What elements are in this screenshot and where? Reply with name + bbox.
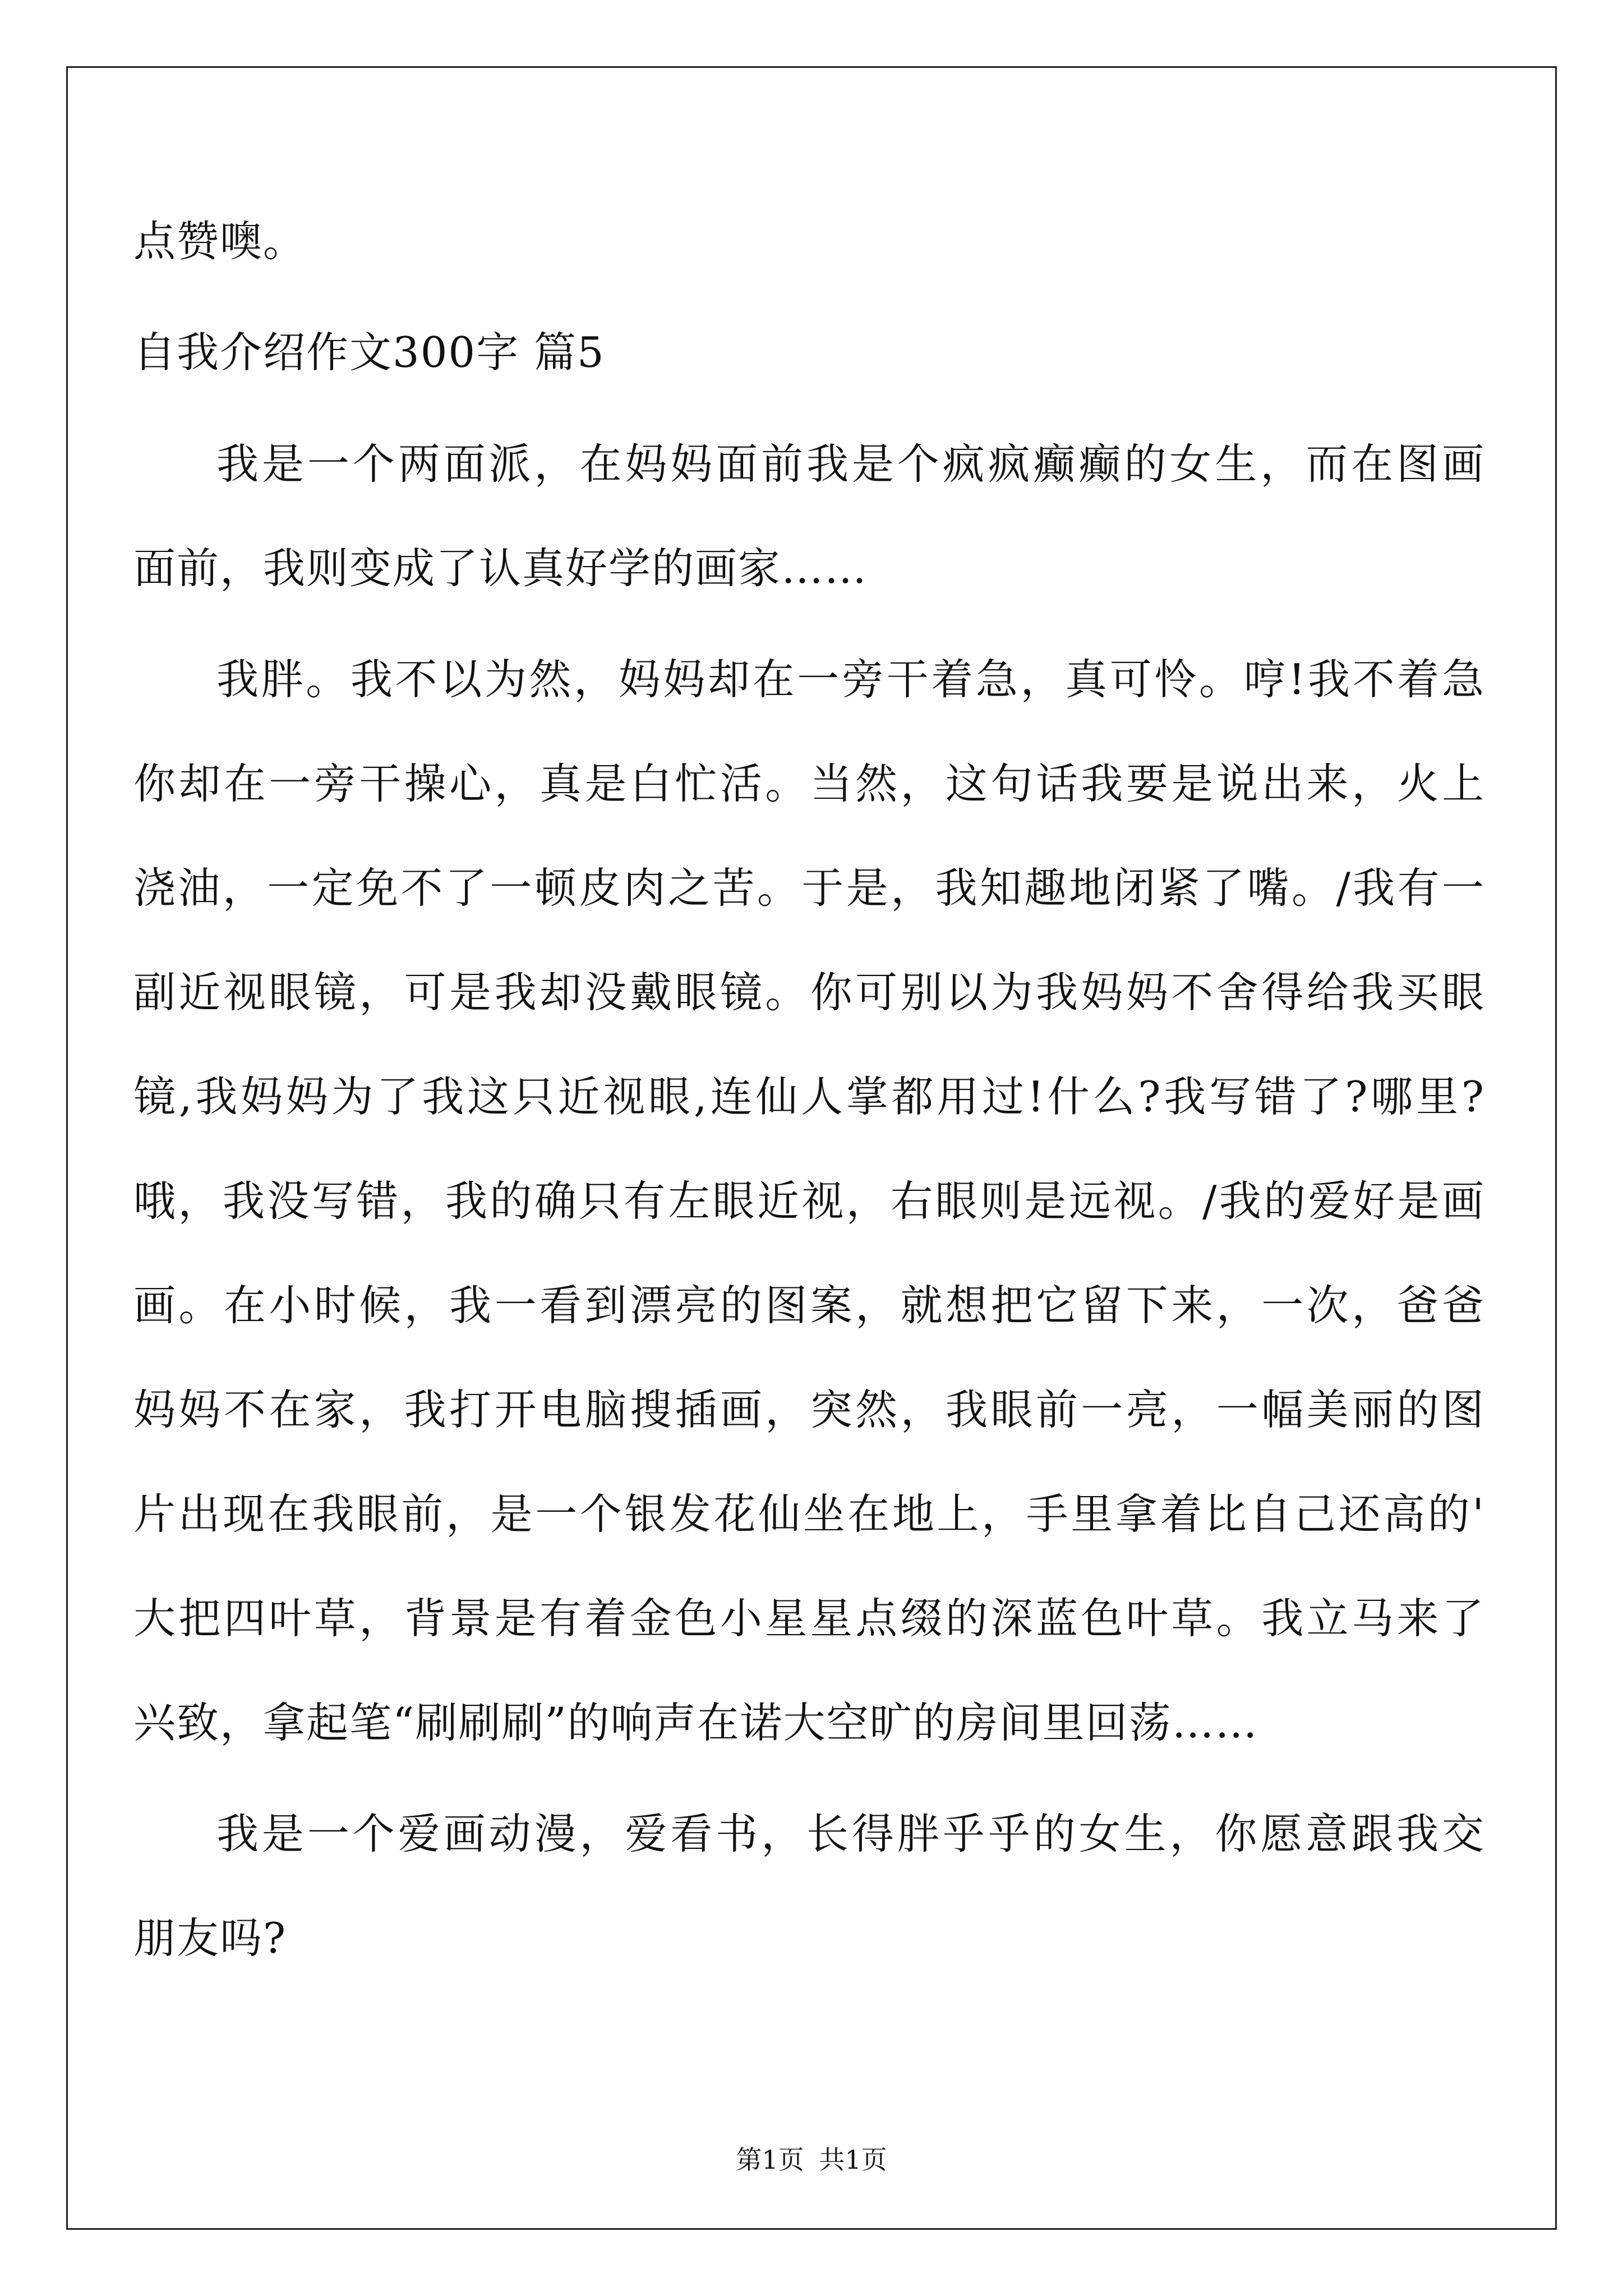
- text-line: 哦，我没写错，我的确只有左眼近视，右眼则是远视。/我的爱好是画: [133, 1176, 1485, 1226]
- page-number: 第1页: [736, 2145, 804, 2175]
- page-footer: [0, 2144, 1623, 2175]
- text-line: 镜,我妈妈为了我这只近视眼,连仙人掌都用过!什么?我写错了?哪里?: [133, 1072, 1485, 1121]
- text-line: 兴致，拿起笔“刷刷刷”的响声在诺大空旷的房间里回荡……: [133, 1698, 1258, 1747]
- text-line: 朋友吗?: [133, 1913, 287, 1963]
- text-line: 面前，我则变成了认真好学的画家……: [133, 544, 868, 593]
- page-total: 共1页: [819, 2145, 887, 2175]
- text-line: 画。在小时候，我一看到漂亮的图案，就想把它留下来，一次，爸爸: [133, 1281, 1485, 1330]
- text-line: 你却在一旁干操心，真是白忙活。当然，这句话我要是说出来，火上: [133, 759, 1485, 808]
- section-heading: 自我介绍作文300字 篇5: [133, 328, 605, 377]
- text-line: 大把四叶草，背景是有着金色小星星点缀的深蓝色叶草。我立马来了: [133, 1594, 1485, 1643]
- text-line: 副近视眼镜，可是我却没戴眼镜。你可别以为我妈妈不舍得给我买眼: [133, 968, 1485, 1017]
- text-line: 片出现在我眼前，是一个银发花仙坐在地上，手里拿着比自己还高的': [133, 1489, 1485, 1539]
- text-line: 妈妈不在家，我打开电脑搜插画，突然，我眼前一亮，一幅美丽的图: [133, 1385, 1485, 1434]
- text-line: 我是一个两面派，在妈妈面前我是个疯疯癫癫的女生，而在图画: [216, 439, 1485, 489]
- text-line: 浇油，一定免不了一顿皮肉之苦。于是，我知趣地闭紧了嘴。/我有一: [133, 863, 1485, 913]
- text-line: 我是一个爱画动漫，爱看书，长得胖乎乎的女生，你愿意跟我交: [216, 1809, 1485, 1858]
- text-line: 点赞噢。: [133, 217, 307, 266]
- page-border: [66, 66, 1557, 2230]
- text-line: 我胖。我不以为然，妈妈却在一旁干着急，真可怜。哼!我不着急: [216, 655, 1485, 704]
